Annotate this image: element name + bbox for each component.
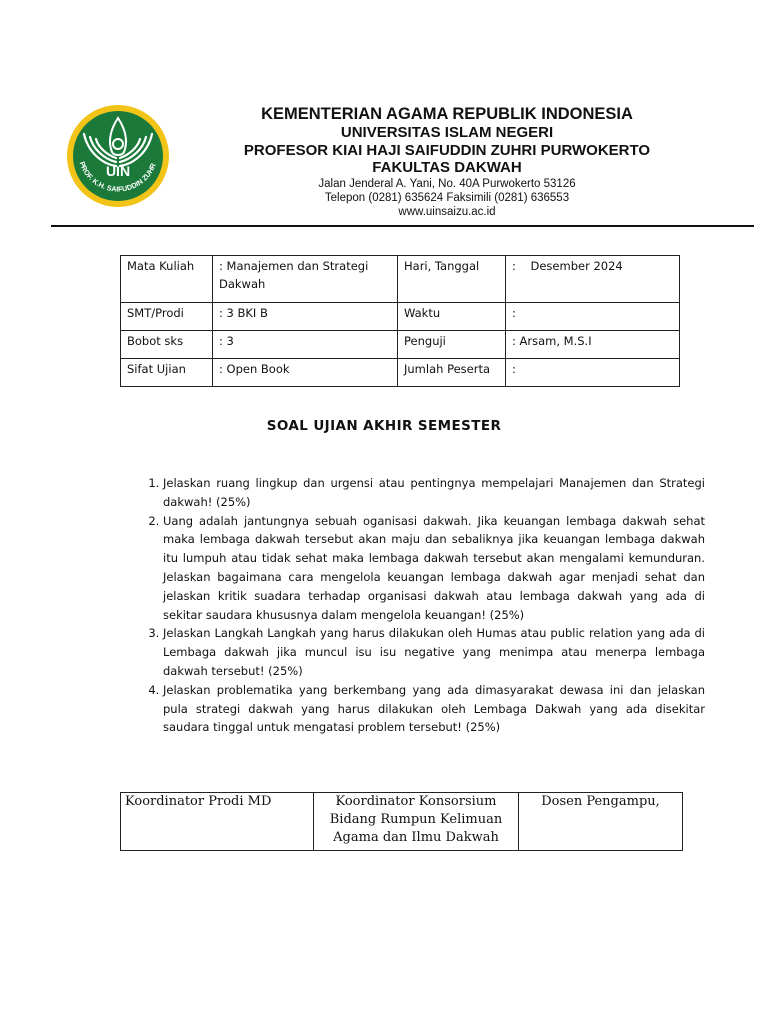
phone: Telepon (0281) 635624 Faksimili (0281) 636553: [324, 191, 570, 204]
table-row: [121, 256, 680, 303]
table-row: [121, 359, 680, 387]
konsorsium-line-1: Koordinator Konsorsium: [335, 794, 497, 809]
sifat-ujian-label: Sifat Ujian: [121, 359, 213, 387]
question-item: 2. Uang adalah jantungnya sebuah oganisasi dakwah. Jika keuangan lembaga dakwah sehat maka lembaga dakwah tersebut akan maju dan sebaliknya jika keuangan lembaga dakwah itu lumpuh atau tidak sehat maka lembaga dakwah tersebut akan mengalami kemunduran. Jelaskan bagaimana cara mengelola keuangan lembaga dakwah agar menjadi sehat dan jelaskan kritik suadara terhadap organisasi dakwah atau lembaga dakwah yang ada di sekitar saudara khususnya dalam mengelola keuangan! (25%): [163, 512, 705, 625]
logo-text: UIN: [105, 163, 131, 179]
jumlah-peserta-value: :: [506, 359, 680, 387]
faculty-title: FAKULTAS DAKWAH: [372, 159, 522, 176]
waktu-label: Waktu: [398, 303, 506, 331]
table-row: [121, 303, 680, 331]
uin-logo: [66, 104, 170, 208]
address: Jalan Jenderal A. Yani, No. 40A Purwokerto 53126: [318, 177, 576, 190]
university-line-2: PROFESOR KIAI HAJI SAIFUDDIN ZUHRI PURWOKERTO: [243, 141, 651, 159]
penguji-label: Penguji: [398, 331, 506, 359]
question-item: 3. Jelaskan Langkah Langkah yang harus dilakukan oleh Humas atau public relation yang ada di Lembaga dakwah jika muncul isu isu negative yang menimpa atau menerpa lembaga dakwah tersebut! (25%): [163, 624, 705, 680]
waktu-value: :: [506, 303, 680, 331]
website-link[interactable]: www.uinsaizu.ac.id: [398, 205, 496, 218]
letterhead: [196, 104, 698, 219]
logo-ring-text: PROF. K.H. SAIFUDDIN ZUHR: [77, 160, 158, 194]
konsorsium-line-2: Bidang Rumpun Kelimuan: [329, 812, 503, 827]
koordinator-prodi-label: Koordinator Prodi MD: [125, 794, 272, 809]
jumlah-peserta-label: Jumlah Peserta: [398, 359, 506, 387]
question-item: 1. Jelaskan ruang lingkup dan urgensi atau pentingnya mempelajari Manajemen dan Strategi dakwah! (25%): [163, 474, 705, 512]
question-item: 4. Jelaskan problematika yang berkembang yang ada dimasyarakat dewasa ini dan jelaskan pula strategi dakwah yang harus dilakukan oleh Lembaga Dakwah yang ada disekitar saudara tinggal untuk mengatasi problem tersebut! (25%): [163, 681, 705, 737]
smt-prodi-value: : 3 BKI B: [213, 303, 398, 331]
dosen-pengampu-cell: [519, 793, 683, 851]
exam-info-table: [120, 255, 680, 387]
konsorsium-line-3: Agama dan Ilmu Dakwah: [333, 830, 499, 845]
exam-title: SOAL UJIAN AKHIR SEMESTER: [266, 418, 502, 434]
smt-prodi-label: SMT/Prodi: [121, 303, 213, 331]
mata-kuliah-value: : Manajemen dan Strategi Dakwah: [213, 256, 398, 303]
mata-kuliah-label: Mata Kuliah: [121, 256, 213, 303]
ministry-title: KEMENTERIAN AGAMA REPUBLIK INDONESIA: [261, 105, 633, 123]
dosen-pengampu-label: Dosen Pengampu,: [541, 794, 660, 809]
bobot-label: Bobot sks: [121, 331, 213, 359]
question-list: [132, 474, 705, 737]
hari-tanggal-value: : Desember 2024: [506, 256, 680, 303]
table-row: [121, 793, 683, 851]
koordinator-prodi-cell: [121, 793, 314, 851]
penguji-value: : Arsam, M.S.I: [506, 331, 680, 359]
hari-tanggal-label: Hari, Tanggal: [398, 256, 506, 303]
bobot-value: : 3: [213, 331, 398, 359]
signature-table: [120, 792, 683, 851]
university-line-1: UNIVERSITAS ISLAM NEGERI: [340, 124, 554, 141]
header-divider: [51, 225, 754, 227]
table-row: [121, 331, 680, 359]
sifat-ujian-value: : Open Book: [213, 359, 398, 387]
koordinator-konsorsium-cell: [314, 793, 519, 851]
